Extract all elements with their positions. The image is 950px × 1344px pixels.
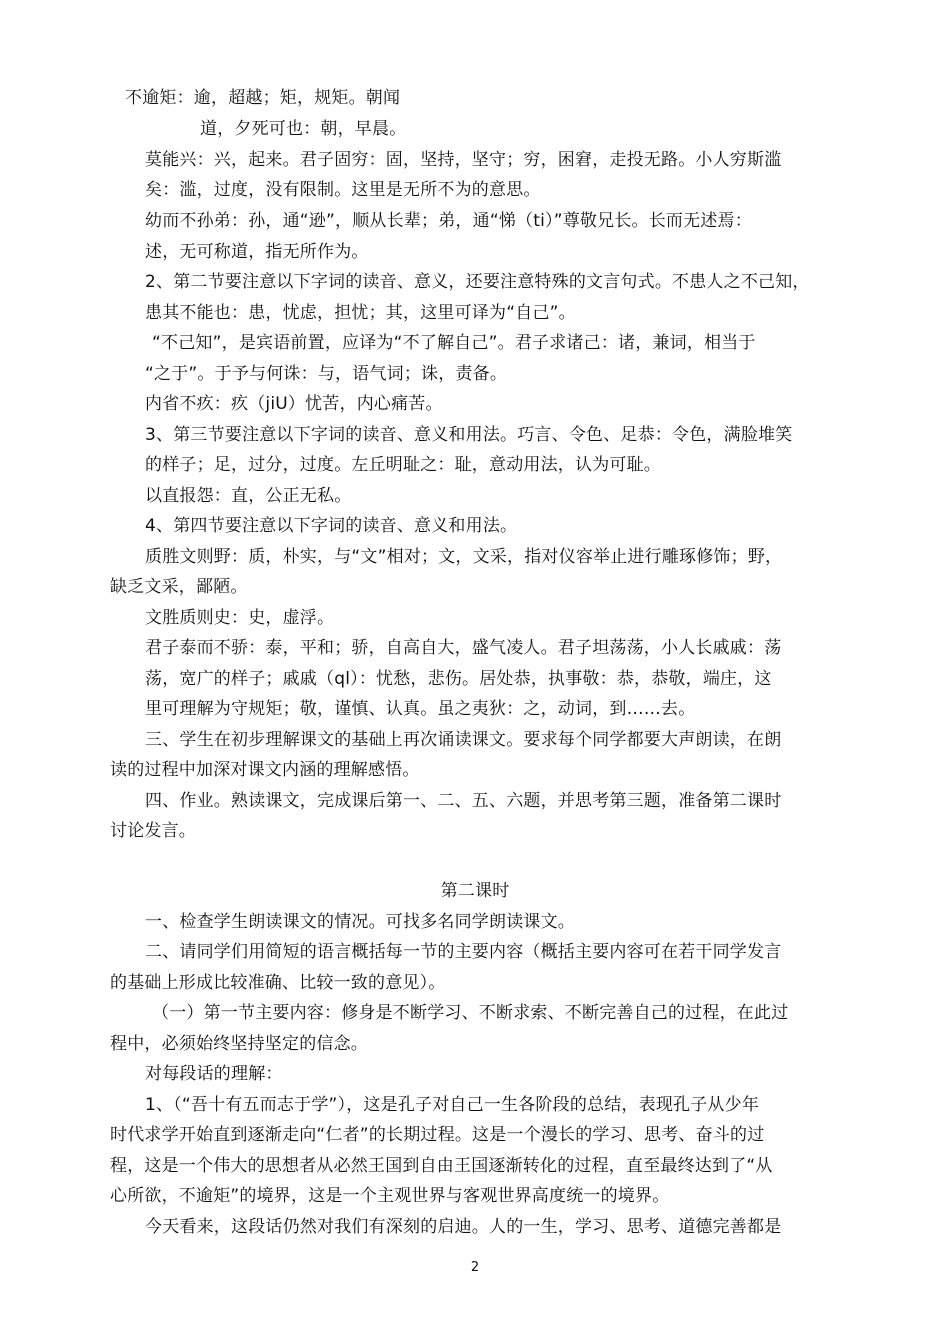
text-line: 时代求学开始直到逐渐走向“仁者”的长期过程。这是一个漫长的学习、思考、奋斗的过 xyxy=(110,1125,765,1145)
text-line: 对每段话的理解： xyxy=(145,1064,283,1084)
text-line: 的样子；足，过分，过度。左丘明耻之：耻，意动用法，认为可耻。 xyxy=(145,455,661,475)
text-line: 述，无可称道，指无所作为。 xyxy=(145,242,369,262)
text-line: 四、作业。熟读课文，完成课后第一、二、五、六题，并思考第三题，准备第二课时 xyxy=(145,791,782,811)
text-line: 缺乏文采，鄙陋。 xyxy=(110,577,248,597)
text-line: 读的过程中加深对课文内涵的理解感悟。 xyxy=(110,760,420,780)
text-line: 矣：滥，过度，没有限制。这里是无所不为的意思。 xyxy=(145,180,541,200)
text-line: 文胜质则史：史，虚浮。 xyxy=(145,608,335,628)
text-line: 三、学生在初步理解课文的基础上再次诵读课文。要求每个同学都要大声朗读，在朗 xyxy=(145,730,782,750)
text-line: 程，这是一个伟大的思想者从必然王国到自由王国逐渐转化的过程，直至最终达到了“从 xyxy=(110,1156,773,1176)
text-line: 一、检查学生朗读课文的情况。可找多名同学朗读课文。 xyxy=(145,912,575,932)
text-line: 3、第三节要注意以下字词的读音、意义和用法。巧言、令色、足恭：令色，满脸堆笑 xyxy=(145,425,793,445)
text-line: 道，夕死可也：朝，早晨。 xyxy=(200,119,407,139)
text-line: “不己知”，是宾语前置，应译为“不了解自己”。君子求诸己：诸，兼词，相当于 xyxy=(152,333,756,353)
page-number: 2 xyxy=(470,1260,480,1275)
text-line: 幼而不孙弟：孙，通“逊”，顺从长辈；弟，通“悌（ti）”尊敬兄长。长而无述焉： xyxy=(145,211,752,231)
text-line: 内省不疚：疚（jiU）忧苦，内心痛苦。 xyxy=(145,394,443,414)
text-line: 2、第二节要注意以下字词的读音、意义，还要注意特殊的文言句式。不患人之不己知， xyxy=(145,272,810,292)
text-line: 今天看来，这段话仍然对我们有深刻的启迪。人的一生，学习、思考、道德完善都是 xyxy=(145,1217,782,1237)
text-line: （一）第一节主要内容：修身是不断学习、不断求索、不断完善自己的过程，在此过 xyxy=(152,1003,789,1023)
text-line: 讨论发言。 xyxy=(110,821,196,841)
text-line: 荡，宽广的样子；戚戚（ql）：忧愁，悲伤。居处恭，执事敬：恭，恭敬，端庄，这 xyxy=(145,669,772,689)
text-line: 不逾矩：逾，超越；矩，规矩。朝闻 xyxy=(125,88,401,108)
text-line: 4、第四节要注意以下字词的读音、意义和用法。 xyxy=(145,516,518,536)
text-line: “之于”。于予与何诛：与，语气词；诛，责备。 xyxy=(145,364,508,384)
text-line: 质胜文则野：质，朴实，与“文”相对；文，文采，指对仪容举止进行雕琢修饰；野， xyxy=(145,547,783,567)
text-line: 患其不能也：患，忧虑，担忧；其，这里可译为“自己”。 xyxy=(145,303,576,323)
text-line: 君子泰而不骄：泰，平和；骄，自高自大，盛气凌人。君子坦荡荡，小人长戚戚：荡 xyxy=(145,638,782,658)
text-line: 的基础上形成比较准确、比较一致的意见）。 xyxy=(110,973,446,993)
text-line: 莫能兴：兴，起来。君子固穷：固，坚持，坚守；穷，困窘，走投无路。小人穷斯滥 xyxy=(145,150,782,170)
text-line: 1、（“吾十有五而志于学”），这是孔子对自己一生各阶段的总结，表现孔子从少年 xyxy=(145,1095,760,1115)
text-line: 里可理解为守规矩；敬，谨慎、认真。虽之夷狄：之，动词，到……去。 xyxy=(145,699,696,719)
text-line: 以直报怨：直，公正无私。 xyxy=(145,486,352,506)
section-heading: 第二课时 xyxy=(440,881,510,901)
text-line: 程中，必须始终坚持坚定的信念。 xyxy=(110,1034,368,1054)
text-line: 二、请同学们用简短的语言概括每一节的主要内容（概括主要内容可在若干同学发言 xyxy=(145,942,782,962)
text-line: 心所欲，不逾矩”的境界，这是一个主观世界与客观世界高度统一的境界。 xyxy=(110,1186,670,1206)
